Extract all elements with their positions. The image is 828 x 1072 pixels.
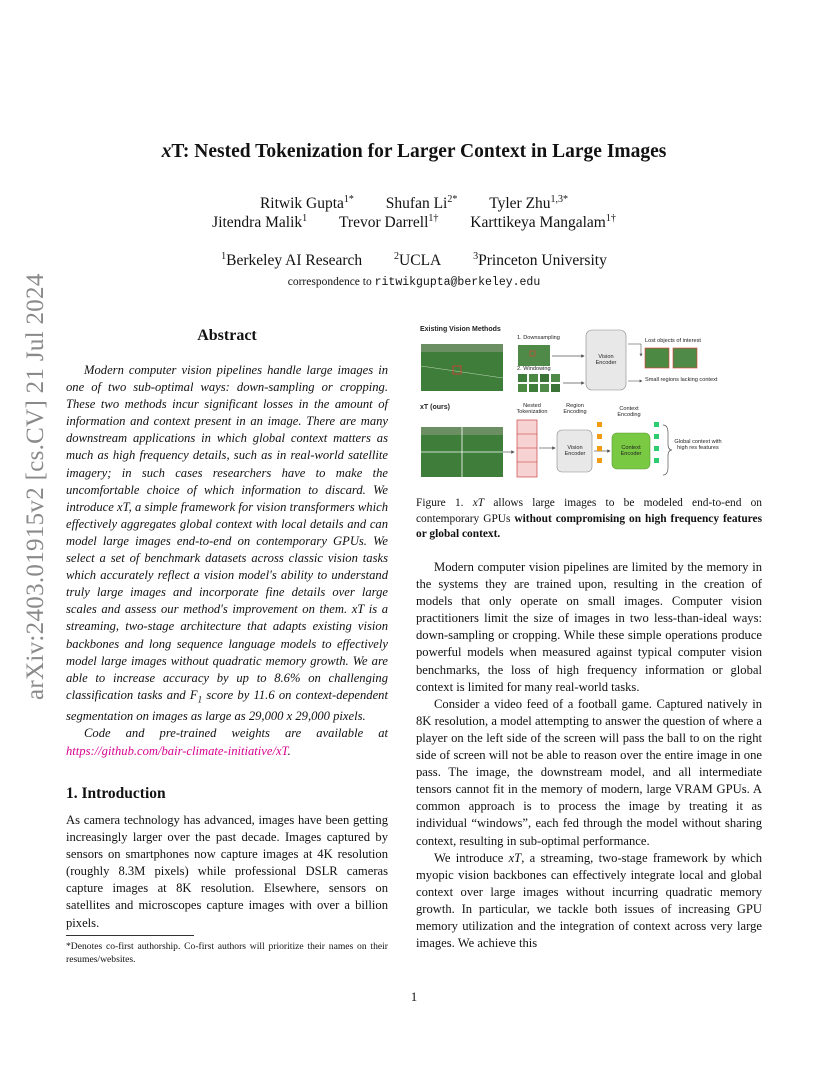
section-heading-introduction: 1. Introduction (66, 785, 166, 802)
arxiv-identifier: arXiv:2403.01915v2 [cs.CV] 21 Jul 2024 (22, 273, 49, 700)
global-context-label: Global context with high res features (674, 439, 722, 452)
paper-title: xT: Nested Tokenization for Larger Context in Large Images (161, 141, 667, 162)
affiliations (0, 251, 828, 270)
vision-encoder-label: Vision Encoder (595, 354, 617, 367)
email-link[interactable]: ritwikgupta@berkeley.edu (374, 276, 541, 289)
body-paragraph: We introduce xT, a streaming, two-stage framework by which myopic vision backbones can effectively integrate local and global context over large images without incurring quadratic memory growth. In particular, we tackle both issues of increasing GPU memory utilization and the integration of context across very large images. We achieve this (416, 850, 762, 951)
author: Karttikeya Mangalam$^{1\dagger}$ (470, 213, 616, 232)
affiliation: $^2$UCLA (394, 251, 442, 270)
xt-label: xT (ours) (420, 404, 450, 411)
body-paragraph: Consider a video feed of a football game. Captured natively in 8K resolution, a model attempting to answer the question of where a player on the left side of the screen will pass the ball to on the right side of screen will not be able to reason over the entire image in one pass. The image, the downstream model, and all intermediate tensors cannot fit in the memory of modern, large VRAM GPUs. A common approach is to process the image by treating it as individual “windows”, each fed through the model without sharing context, resulting in sub-optimal performance. (416, 696, 762, 848)
small-regions-label: Small regions lacking context (645, 377, 718, 383)
nested-token-grid (517, 420, 537, 477)
abstract-paragraph: Modern computer vision pipelines handle large images in one of two sub-optimal ways: down-sampling or cropping. These two methods incur significant losses in the amount of information and context present in an image. There are many downstream applications in which global context matters as much as high frequency details, such as in real-world satellite imagery; in such cases researchers have to make the uncomfortable choice of which information to discard. We introduce xT, a simple framework for vision transformers which effectively aggregates global context with local details and can model large images end-to-end on contemporary GPUs. We select a set of benchmark datasets across classic vision tasks which accurately reflect a vision model's ability to understand truly large images and incorporate fine details over large scales and assess our method's improvement on them. xT is a streaming, two-stage architecture that adapts existing vision backbones and long sequence language models to effectively model large images without quadratic memory growth. We are able to increase accuracy by up to 8.6% on challenging classification tasks and $F_1$ score by 11.6 on context-dependent segmentation on images as large as 29,000 x 29,000 pixels. (66, 363, 388, 724)
abstract-body (66, 362, 388, 760)
correspondence: correspondence to ritwikgupta@berkeley.edu (287, 276, 541, 289)
downsampled-image (421, 344, 503, 391)
output-brace (663, 425, 672, 475)
existing-methods-label: Existing Vision Methods (420, 326, 501, 333)
region-token-column (597, 422, 602, 463)
region-encoding-label: Region Encoding (563, 403, 587, 416)
introduction-text: As camera technology has advanced, images have been getting increasingly larger over the past decade. Images captured by sensors on smartphones now capture images at 4K resolution (roughly 8.3M pixels) while professional DSLR cameras capture images at 8K resolution. Elsewhere, sensors on satellites and microscopes capture images with over a billion pixels. (66, 813, 388, 930)
lost-objects-thumbnails (645, 348, 697, 368)
downsampled-thumbnail (518, 345, 550, 366)
abstract-heading: Abstract (197, 327, 257, 344)
downsampling-label: 1. Downsampling (517, 335, 560, 341)
affiliation: $^3$Princeton University (473, 251, 607, 270)
footnote: *Denotes co-first authorship. Co-first authors will prioritize their names on their resumes/websites. (66, 941, 388, 965)
affiliation: $^1$Berkeley AI Research (221, 251, 363, 270)
xt-input-image (421, 427, 503, 477)
author-row-1 (0, 194, 828, 213)
page-number: 1 (410, 990, 418, 1004)
window-tiles (518, 374, 560, 392)
figure-1 (416, 326, 762, 486)
author-row-2 (0, 213, 828, 232)
author: Ritwik Gupta$^{1*}$ (259, 194, 354, 213)
author: Trevor Darrell$^{1\dagger}$ (339, 213, 439, 232)
author: Shufan $Li^{2*}$ (385, 194, 458, 213)
author: Tyler Zhu$^{1,3*}$ (489, 194, 569, 213)
windowing-label: 2. Windowing (517, 366, 551, 372)
nested-tokenization-label: Nested Tokenization (516, 403, 548, 416)
region-vision-encoder-label: Vision Encoder (564, 445, 586, 458)
lost-objects-label: Lost objects of interest (645, 338, 701, 344)
github-link[interactable]: https://github.com/bair-climate-initiative/xT (66, 743, 288, 758)
body-paragraph: Modern computer vision pipelines are limited by the memory in the systems they are trained upon, resulting in the creation of models that only operate on small images. Computer vision practitioners limit the size of images in two less-than-ideal ways: down-sampling or cropping. While these simple operations produce powerful models when measured against typical computer vision benchmarks, the loss of high frequency information or global context is limited for many real-world tasks. (416, 560, 762, 694)
context-token-column (654, 422, 659, 463)
code-availability: Code and pre-trained weights are available at https://github.com/bair-climate-initiative/xT. (66, 726, 388, 758)
figure-caption: Figure 1. xT allows large images to be modeled end-to-end on contemporary GPUs without compromising on high frequency features or global context. (416, 497, 762, 541)
right-column-text (416, 559, 762, 952)
context-encoder-label: Context Encoder (620, 445, 642, 458)
footnote-divider (66, 935, 194, 936)
author: Jitendra Malik$^1$ (212, 213, 308, 232)
context-encoding-label: Context Encoding (617, 406, 641, 419)
